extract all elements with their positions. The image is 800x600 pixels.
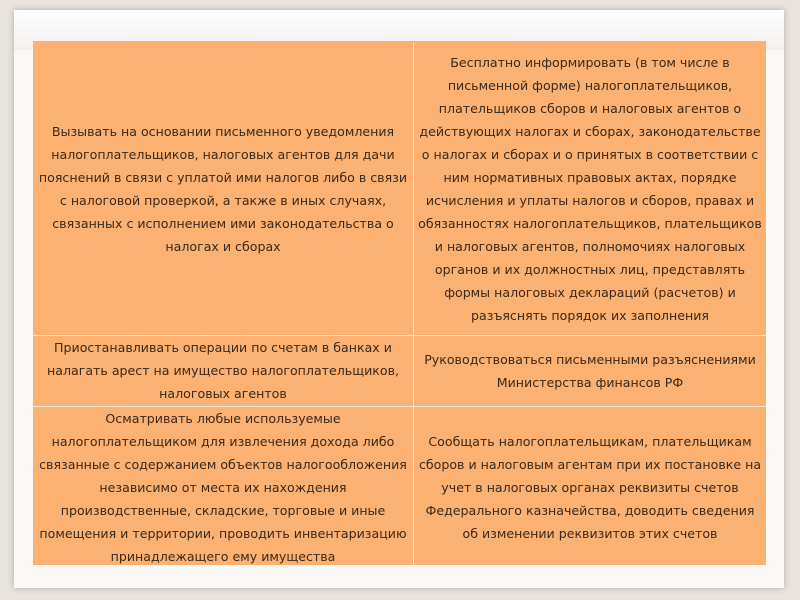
rights-duties-table bbox=[33, 41, 766, 565]
table-cell-row3-left bbox=[33, 407, 414, 567]
cell-text: Приостанавливать операции по счетам в банках и налагать арест на имущество налогоплательщиков, налоговых агентов bbox=[47, 340, 399, 401]
cell-text: Руководствоваться письменными разъяснениями Министерства финансов РФ bbox=[424, 352, 756, 390]
cell-text: Сообщать налогоплательщикам, плательщикам сборов и налоговым агентам при их постановке на учет в налоговых органах реквизиты счетов Федерального казначейства, доводить сведения об изменении реквизитов этих счетов bbox=[418, 433, 762, 541]
table-cell-row1-left bbox=[33, 43, 414, 336]
table-grid bbox=[33, 43, 766, 567]
cell-text: Осматривать любые используемые налогоплательщиком для извлечения дохода либо связанные с содержанием объектов налогообложения независимо от места их нахождения производственные, складские, торговые и иные помещения и территории, проводить инвентаризацию принадлежащего ему имущества bbox=[39, 411, 407, 564]
table-cell-row1-right bbox=[414, 43, 766, 336]
cell-text: Вызывать на основании письменного уведомления налогоплательщиков, налоговых агентов для дачи пояснений в связи с уплатой ими налогов либо в связи с налоговой проверкой, а также в иных случаях, связанных с исполнением ими законодательства о налогах и сборах bbox=[38, 124, 408, 254]
table-cell-row2-right bbox=[414, 336, 766, 407]
table-cell-row3-right bbox=[414, 407, 766, 567]
table-cell-row2-left bbox=[33, 336, 414, 407]
cell-text: Бесплатно информировать (в том числе в письменной форме) налогоплательщиков, плательщиков сборов и налоговых агентов о действующих налогах и сборах, законодательстве о налогах и сборах и о принятых в соответствии с ним нормативных правовых актах, порядке исчисления и уплаты налогов и сборов, правах и обязанностях налогоплательщиков, плательщиков и налоговых агентов, полномочиях налоговых органов и их должностных лиц, представлять формы налоговых деклараций (расчетов) и разъяснять порядок их заполнения bbox=[418, 55, 762, 323]
